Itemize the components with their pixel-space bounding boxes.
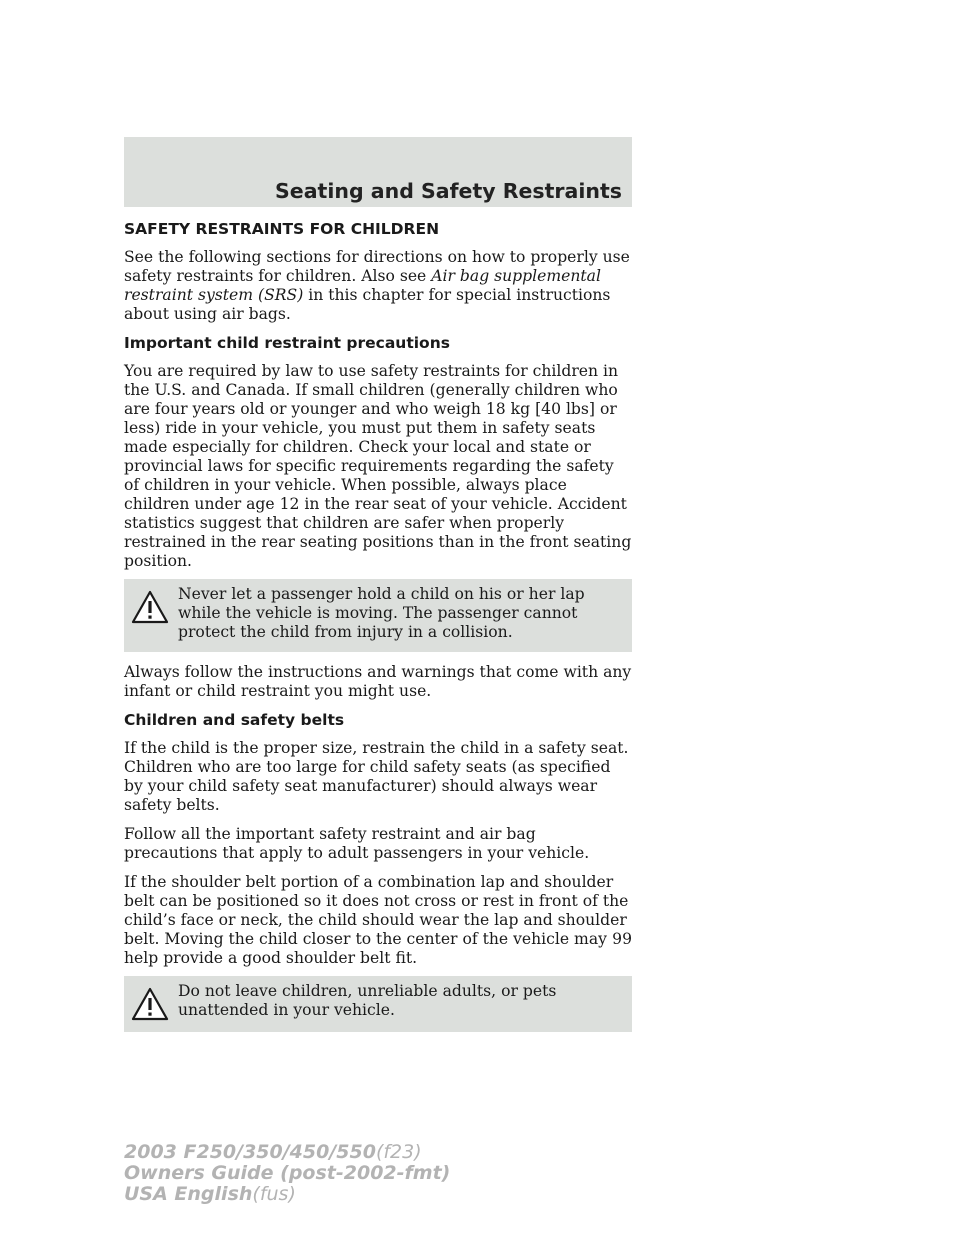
warning-box-lap [124,579,632,652]
follow-instructions-paragraph: Always follow the instructions and warnings that come with any infant or child restraint you might use. [124,663,632,700]
chapter-title: Seating and Safety Restraints [275,179,622,203]
warning-text-unattended: Do not leave children, unreliable adults, or pets unattended in your vehicle. [178,982,557,1019]
chapter-header [124,137,632,207]
belts-paragraph-3: If the shoulder belt portion of a combination lap and shoulder belt can be positioned so it does not cross or rest in front of the child’s face or neck, the child should wear the lap and shoulder belt. Moving the child closer to the center of the vehicle may help provide a good shoulder belt fit. [124,873,629,967]
precautions-paragraph: You are required by law to use safety restraints for children in the U.S. and Canada. If small children (generally children who are four years old or younger and who weigh 18 kg [40 lbs] or less) ride in your vehicle, you must put them in safety seats made especially for children. Check your local and state or provincial laws for specific requirements regarding the safety of children in your vehicle. When possible, always place children under age 12 in the rear seat of your vehicle. Accident statistics suggest that children are safer when properly restrained in the rear seating positions than in the front seating position. [124,362,632,570]
warning-triangle-icon [130,589,170,625]
footer-line-1: 2003 F250/350/450/550(f23) [124,1141,422,1163]
footer-line-2: Owners Guide (post-2002-fmt) [124,1162,451,1184]
page-number: 99 [612,930,632,948]
warning-text-lap: Never let a passenger hold a child on his or her lap while the vehicle is moving. The passenger cannot protect the child from injury in a collision. [178,585,585,641]
belts-heading: Children and safety belts [124,711,345,729]
precautions-heading: Important child restraint precautions [124,334,450,352]
srs-reference: Air bag supplemental restraint system (SRS) [124,267,601,304]
warning-triangle-icon [130,986,170,1022]
page-content [124,220,632,1043]
intro-paragraph: See the following sections for directions on how to properly use safety restraints for children. Also see Air bag supplemental restraint system (SRS) in this chapter for special instructions about using air bags. [124,248,630,323]
footer-line-3: USA English(fus) [124,1183,296,1205]
document-footer [124,1142,450,1205]
section-heading: SAFETY RESTRAINTS FOR CHILDREN [124,220,440,238]
belts-paragraph-1: If the child is the proper size, restrain the child in a safety seat. Children who are too large for child safety seats (as specified by your child safety seat manufacturer) should always wear safety belts. [124,739,629,814]
belts-paragraph-2: Follow all the important safety restraint and air bag precautions that apply to adult passengers in your vehicle. [124,825,590,862]
warning-box-unattended [124,976,632,1032]
